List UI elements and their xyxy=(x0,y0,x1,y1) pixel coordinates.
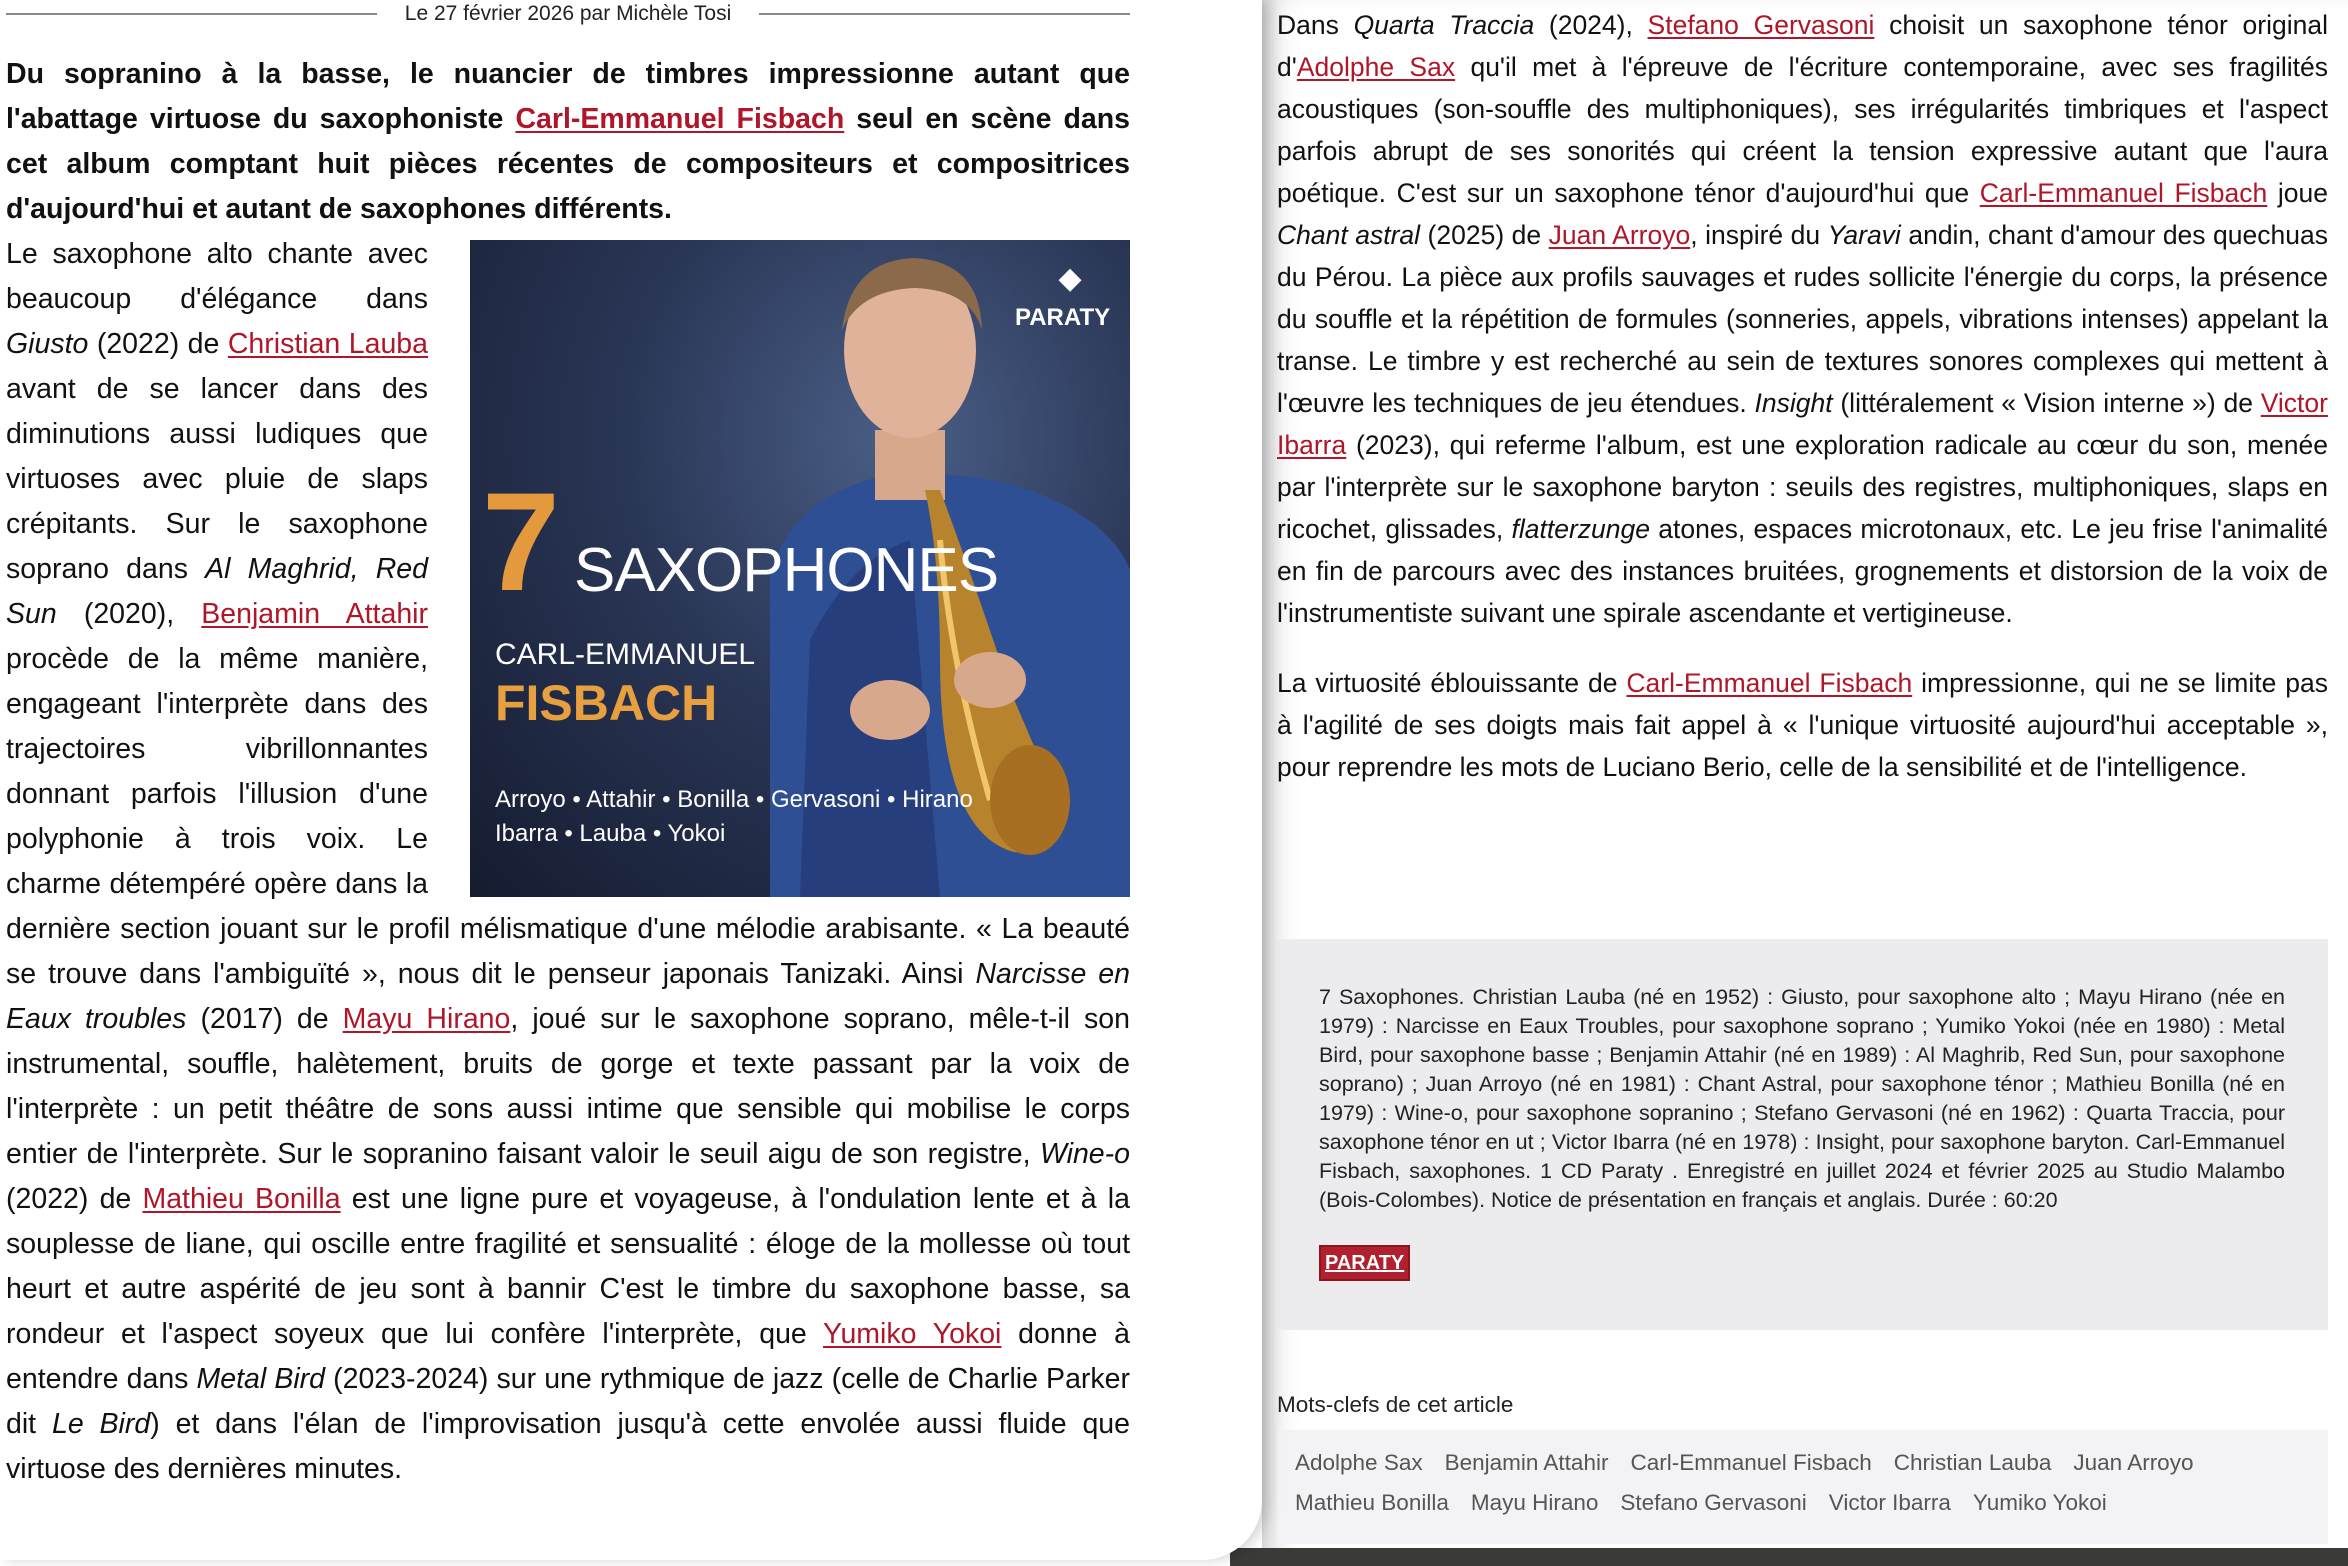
text-run: Dans xyxy=(1277,10,1354,40)
work-title: Wine-o xyxy=(1039,1138,1130,1170)
text-run: (2022) de xyxy=(6,1183,143,1215)
divider xyxy=(759,13,1130,15)
label-badge-link[interactable]: PARATY xyxy=(1319,1245,1410,1281)
cover-composers-2: Ibarra • Lauba • Yokoi xyxy=(495,820,726,847)
text-run: (littéralement « Vision interne ») de xyxy=(1832,388,2261,418)
text-run: (2017) de xyxy=(186,1003,343,1035)
text-run: andin, chant d'amour des quechuas du Pérou. La pièce aux profils sauvages et rudes sollicite l'énergie du corps, la présence du souffle et la répétition de formules (sonneries, appels, vibrations intenses) appelant la transe. Le timbre y est recherché au sein de textures sonores complexes qui mettent à l'œuvre les techniques de jeu étendues. xyxy=(1277,220,2328,418)
text-run: est une ligne pure et voyageuse, à l'ondulation lente et à la souplesse de liane, qui oscille entre fragilité et sensualité : éloge de la mollesse où tout heurt et autre aspérité de jeu sont à bannir C'est le timbre du saxophone basse, sa rondeur et l'aspect soyeux que lui confère l'interprète, que xyxy=(6,1183,1130,1350)
tag-link[interactable]: Carl-Emmanuel Fisbach xyxy=(1630,1450,1872,1475)
cover-composers-1: Arroyo • Attahir • Bonilla • Gervasoni • Hirano xyxy=(495,786,973,813)
divider xyxy=(6,13,377,15)
text-run: procède de la même manière, engageant l'interprète dans des trajectoires vibrillonnantes donnant parfois l'illusion d'une polyphonie à trois voix. Le charme détempéré opère dans la dernière section jouant sur le profil mélismatique d'une mélodie arabisante. « La beauté se trouve dans l'ambiguïté », nous dit le penseur japonais Tanizaki. Ainsi xyxy=(6,643,1130,990)
text-run: Du sopranino à la basse, le nuancier de timbres impressionne autant que l'abattage virtuose du saxophoniste xyxy=(6,58,1130,135)
text-run: seul en scène dans cet album comptant huit pièces récentes de compositeurs et compositrices d'aujourd'hui et autant de saxophones différents. xyxy=(6,103,1130,225)
composer-link[interactable]: Mayu Hirano xyxy=(342,1003,511,1035)
text-run: choisit un saxophone ténor original d' xyxy=(1277,10,2328,82)
work-title: flatterzunge xyxy=(1511,514,1650,544)
text-run: (2025) de xyxy=(1420,220,1549,250)
work-title: Al Maghrid, Red Sun xyxy=(6,553,428,630)
composer-link[interactable]: Carl-Emmanuel Fisbach xyxy=(1626,668,1913,698)
tag-link[interactable]: Mayu Hirano xyxy=(1470,1490,1599,1515)
cover-artist-first: CARL-EMMANUEL xyxy=(495,638,756,671)
work-title: Insight xyxy=(1754,388,1833,418)
text-run: , joué sur le saxophone soprano, mêle-t-il son instrumental, souffle, halètement, bruits de gorge et texte passant par la voix de l'interprète : un petit théâtre de sons aussi intime que sensible qui mobilise le corps entier de l'interprète. Sur le sopranino faisant valoir le seuil aigu de son registre, xyxy=(6,1003,1130,1170)
album-info-box xyxy=(1277,939,2328,1330)
composer-link[interactable]: Christian Lauba xyxy=(227,328,428,360)
background-strip xyxy=(1230,1548,2348,1566)
text-run: (2020), xyxy=(56,598,202,630)
work-title: Chant astral xyxy=(1277,220,1421,250)
text-run: donne à entendre dans xyxy=(6,1318,1130,1395)
tags-box xyxy=(1277,1430,2328,1544)
tags-list xyxy=(1295,1448,2295,1518)
right-column xyxy=(1277,4,2328,816)
left-column xyxy=(6,52,1130,1492)
cover-title: SAXOPHONES xyxy=(574,536,999,605)
tag-link[interactable]: Adolphe Sax xyxy=(1295,1450,1423,1475)
cover-label: PARATY xyxy=(1015,304,1111,331)
work-title: Metal Bird xyxy=(196,1363,326,1395)
tag-link[interactable]: Yumiko Yokoi xyxy=(1972,1490,2107,1515)
work-title: Yaravi xyxy=(1827,220,1901,250)
composer-link[interactable]: Stefano Gervasoni xyxy=(1647,10,1875,40)
text-run: atones, espaces microtonaux, etc. Le jeu frise l'animalité en fin de parcours avec des instances bruitées, grognements et distorsion de la voix de l'instrumentiste suivant une spirale ascendante et vertigineuse. xyxy=(1277,514,2328,628)
work-title: Giusto xyxy=(6,328,89,360)
tag-link[interactable]: Juan Arroyo xyxy=(2073,1450,2194,1475)
work-title: Narcisse en Eaux troubles xyxy=(6,958,1130,1035)
text-run: La virtuosité éblouissante de xyxy=(1277,668,1627,698)
album-info-text: 7 Saxophones. Christian Lauba (né en 1952) : Giusto, pour saxophone alto ; Mayu Hirano (née en 1979) : Narcisse en Eaux Troubles, pour saxophone soprano ; Yumiko Yokoi (née en 1980) : Metal Bird, pour saxophone basse ; Benjamin Attahir (né en 1989) : Al Maghrib, Red Sun, pour saxophone soprano) ; Juan Arroyo (né en 1981) : Chant Astral, pour saxophone ténor ; Mathieu Bonilla (né en 1979) : Wine-o, pour saxophone sopranino ; Stefano Gervasoni (né en 1962) : Quarta Traccia, pour saxophone ténor en ut ; Victor Ibarra (né en 1978) : Insight, pour saxophone baryton. Carl-Emmanuel Fisbach, saxophones. 1 CD Paraty . Enregistré en juillet 2024 et février 2025 au Studio Malambo (Bois-Colombes). Notice de présentation en français et anglais. Durée : 60:20 xyxy=(1319,985,2285,1212)
composer-link[interactable]: Adolphe Sax xyxy=(1296,52,1456,82)
composer-link[interactable]: Juan Arroyo xyxy=(1548,220,1691,250)
paragraph xyxy=(1277,4,2328,634)
composer-link[interactable]: Yumiko Yokoi xyxy=(823,1318,1002,1350)
composer-link[interactable]: Carl-Emmanuel Fisbach xyxy=(515,103,845,135)
text-run: joue xyxy=(2267,178,2329,208)
composer-link[interactable]: Benjamin Attahir xyxy=(201,598,428,630)
article-byline xyxy=(6,0,1130,28)
text-run: (2023), qui referme l'album, est une exploration radicale au cœur du son, menée par l'interprète sur le saxophone baryton : seuils des registres, multiphoniques, slaps en ricochet, glissades, xyxy=(1277,430,2328,544)
text-run: ) et dans l'élan de l'improvisation jusqu'à cette envolée aussi fluide que virtuose des dernières minutes. xyxy=(6,1408,1130,1485)
text-run: Le saxophone alto chante avec beaucoup d'élégance dans xyxy=(6,238,428,315)
tag-link[interactable]: Stefano Gervasoni xyxy=(1620,1490,1807,1515)
article-lede xyxy=(6,52,1130,232)
text-run: avant de se lancer dans des diminutions aussi ludiques que virtuoses avec pluie de slaps crépitants. Sur le saxophone soprano dans xyxy=(6,373,428,585)
composer-link[interactable]: Carl-Emmanuel Fisbach xyxy=(1979,178,2268,208)
paragraph xyxy=(1277,662,2328,788)
composer-link[interactable]: Mathieu Bonilla xyxy=(142,1183,341,1215)
text-run: , inspiré du xyxy=(1690,220,1828,250)
tag-link[interactable]: Christian Lauba xyxy=(1893,1450,2052,1475)
cover-artist-last: FISBACH xyxy=(495,675,718,731)
tags-heading: Mots-clefs de cet article xyxy=(1277,1392,1514,1417)
tag-link[interactable]: Victor Ibarra xyxy=(1828,1490,1951,1515)
text-run: qu'il met à l'épreuve de l'écriture contemporaine, avec ses fragilités acoustiques (son-souffle des multiphoniques), ses irrégularités timbriques et l'aspect parfois abrupt de ses sonorités qui créent la tension expressive autant que l'aura poétique. C'est sur un saxophone ténor d'aujourd'hui que xyxy=(1277,52,2328,208)
work-title: Le Bird xyxy=(51,1408,151,1440)
byline-text: Le 27 février 2026 par Michèle Tosi xyxy=(404,2,732,25)
work-title: Quarta Traccia xyxy=(1353,10,1535,40)
tag-link[interactable]: Benjamin Attahir xyxy=(1444,1450,1609,1475)
cover-number: 7 xyxy=(482,463,560,620)
album-cover-image xyxy=(470,240,1130,897)
text-run: (2023-2024) sur une rythmique de jazz (celle de Charlie Parker dit xyxy=(6,1363,1131,1440)
composer-link[interactable]: Victor Ibarra xyxy=(1277,388,2328,460)
text-run: (2024), xyxy=(1534,10,1648,40)
tag-link[interactable]: Mathieu Bonilla xyxy=(1295,1490,1449,1515)
text-run: impressionne, qui ne se limite pas à l'agilité de ses doigts mais fait appel à « l'unique virtuosité aujourd'hui acceptable », pour reprendre les mots de Luciano Berio, celle de la sensibilité et de l'intelligence. xyxy=(1277,668,2328,782)
text-run: (2022) de xyxy=(88,328,228,360)
paraty-logo-icon: ◆ xyxy=(1058,262,1082,295)
